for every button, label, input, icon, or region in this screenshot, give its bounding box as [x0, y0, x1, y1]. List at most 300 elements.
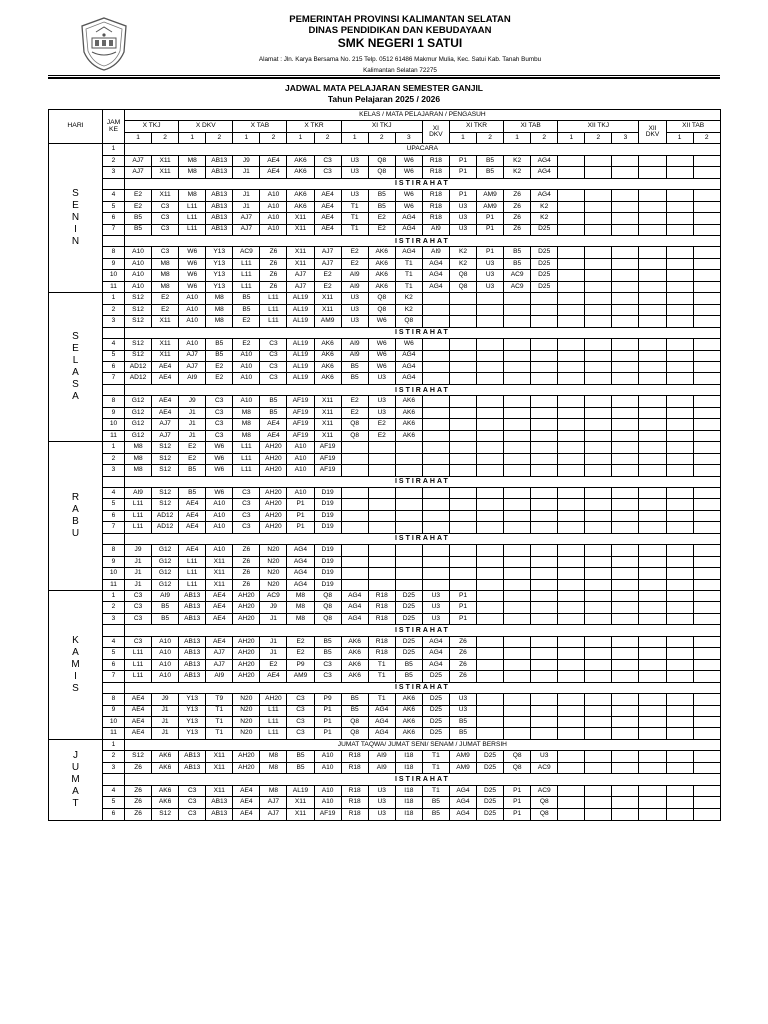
subject-cell: K2: [531, 201, 558, 212]
day-name: J U M A T: [49, 739, 103, 820]
subject-cell: AB13: [206, 155, 233, 166]
class-number: 2: [260, 132, 287, 143]
period-number: 4: [103, 339, 125, 350]
subject-cell: AH20: [260, 442, 287, 453]
empty-cell: [477, 453, 504, 464]
empty-cell: [558, 350, 585, 361]
empty-cell: [693, 762, 720, 773]
break-row: [49, 384, 721, 395]
subject-cell: B5: [287, 751, 314, 762]
subject-cell: R18: [422, 190, 449, 201]
break-label: ISTIRAHAT: [125, 384, 721, 395]
period-row: [49, 453, 721, 464]
empty-cell: [504, 339, 531, 350]
subject-cell: AG4: [395, 213, 422, 224]
subject-cell: AJ7: [260, 797, 287, 808]
period-row: [49, 293, 721, 304]
period-row: [49, 155, 721, 166]
subject-cell: M8: [233, 419, 260, 430]
subject-cell: C3: [125, 591, 152, 602]
period-number: 9: [103, 258, 125, 269]
empty-cell: [477, 361, 504, 372]
subject-cell: M8: [179, 190, 206, 201]
day-name: R A B U: [49, 442, 103, 591]
empty-cell: [639, 316, 666, 327]
subject-cell: M8: [125, 453, 152, 464]
subject-cell: AK6: [314, 373, 341, 384]
subject-cell: U3: [477, 270, 504, 281]
empty-cell: [504, 568, 531, 579]
empty-cell: [693, 453, 720, 464]
class-number: 2: [585, 132, 612, 143]
empty-cell: [504, 591, 531, 602]
empty-cell: [639, 270, 666, 281]
class-group-header: XI TAB: [504, 121, 558, 132]
subject-cell: D19: [314, 499, 341, 510]
subject-cell: AE4: [314, 224, 341, 235]
subject-cell: AK6: [395, 419, 422, 430]
subject-cell: S12: [152, 487, 179, 498]
period-row: [49, 304, 721, 315]
empty-cell: [504, 648, 531, 659]
empty-cell: [422, 339, 449, 350]
empty-cell: [477, 316, 504, 327]
subject-cell: C3: [179, 785, 206, 796]
subject-cell: AK6: [341, 648, 368, 659]
empty-cell: [585, 613, 612, 624]
empty-cell: [531, 396, 558, 407]
subject-cell: X11: [152, 167, 179, 178]
class-number: 2: [368, 132, 395, 143]
subject-cell: Y13: [206, 247, 233, 258]
subject-cell: AF19: [314, 453, 341, 464]
subject-cell: B5: [341, 705, 368, 716]
empty-cell: [693, 224, 720, 235]
break-label: ISTIRAHAT: [125, 682, 721, 693]
subject-cell: AI9: [368, 762, 395, 773]
break-label: ISTIRAHAT: [125, 235, 721, 246]
period-row: [49, 808, 721, 820]
subject-cell: Z6: [125, 808, 152, 820]
subject-cell: P1: [477, 213, 504, 224]
subject-cell: N20: [233, 694, 260, 705]
empty-cell: [449, 361, 476, 372]
empty-cell: [585, 339, 612, 350]
subject-cell: X11: [287, 247, 314, 258]
subject-cell: E2: [368, 213, 395, 224]
subject-cell: A10: [125, 258, 152, 269]
subject-cell: AK6: [314, 339, 341, 350]
period-number: 1: [103, 293, 125, 304]
subject-cell: AE4: [233, 785, 260, 796]
empty-cell: [639, 510, 666, 521]
subject-cell: M8: [260, 785, 287, 796]
subject-cell: AB13: [179, 659, 206, 670]
class-number: 1: [341, 132, 368, 143]
subject-cell: AJ7: [206, 659, 233, 670]
period-number: 4: [103, 487, 125, 498]
subject-cell: U3: [368, 797, 395, 808]
subject-cell: AD12: [125, 373, 152, 384]
empty-cell: [666, 350, 693, 361]
subject-cell: AK6: [395, 396, 422, 407]
empty-cell: [341, 579, 368, 590]
period-number: 1: [103, 739, 125, 750]
subject-cell: B5: [504, 247, 531, 258]
event-label: UPACARA: [125, 144, 721, 155]
subject-cell: P1: [287, 499, 314, 510]
subject-cell: J1: [179, 430, 206, 441]
empty-cell: [341, 453, 368, 464]
empty-cell: [504, 304, 531, 315]
empty-cell: [639, 568, 666, 579]
subject-cell: AL19: [287, 293, 314, 304]
empty-cell: [612, 350, 639, 361]
period-row: [49, 636, 721, 647]
subject-cell: AB13: [206, 190, 233, 201]
empty-cell: [693, 648, 720, 659]
period-row: [49, 613, 721, 624]
empty-cell: [368, 579, 395, 590]
subject-cell: U3: [422, 602, 449, 613]
empty-cell: [693, 316, 720, 327]
period-row: [49, 717, 721, 728]
subject-cell: N20: [260, 579, 287, 590]
empty-cell: [477, 350, 504, 361]
subject-cell: B5: [260, 407, 287, 418]
period-row: [49, 728, 721, 739]
empty-cell: [639, 201, 666, 212]
subject-cell: AJ7: [314, 247, 341, 258]
subject-cell: A10: [179, 304, 206, 315]
period-row: [49, 247, 721, 258]
break-spacer: [103, 774, 125, 785]
empty-cell: [693, 636, 720, 647]
empty-cell: [558, 453, 585, 464]
empty-cell: [368, 556, 395, 567]
empty-cell: [666, 316, 693, 327]
subject-cell: P1: [449, 167, 476, 178]
empty-cell: [585, 808, 612, 820]
regional-emblem-icon: [78, 16, 130, 72]
subject-cell: J1: [152, 717, 179, 728]
empty-cell: [558, 694, 585, 705]
subject-cell: T1: [395, 270, 422, 281]
empty-cell: [504, 728, 531, 739]
empty-cell: [558, 545, 585, 556]
empty-cell: [477, 602, 504, 613]
empty-cell: [449, 304, 476, 315]
subject-cell: U3: [477, 281, 504, 292]
subject-cell: B5: [341, 361, 368, 372]
period-row: [49, 213, 721, 224]
subject-cell: R18: [341, 785, 368, 796]
subject-cell: A10: [260, 224, 287, 235]
subject-cell: Z6: [233, 579, 260, 590]
period-number: 2: [103, 304, 125, 315]
empty-cell: [558, 659, 585, 670]
subject-cell: AG4: [422, 281, 449, 292]
empty-cell: [612, 270, 639, 281]
empty-cell: [585, 281, 612, 292]
subject-cell: AH20: [260, 522, 287, 533]
period-number: 9: [103, 556, 125, 567]
period-row: [49, 270, 721, 281]
subject-cell: I18: [395, 797, 422, 808]
empty-cell: [666, 407, 693, 418]
empty-cell: [639, 717, 666, 728]
subject-cell: K2: [395, 304, 422, 315]
subject-cell: AL19: [287, 339, 314, 350]
empty-cell: [558, 316, 585, 327]
subject-cell: E2: [179, 442, 206, 453]
empty-cell: [639, 648, 666, 659]
empty-cell: [585, 671, 612, 682]
empty-cell: [558, 293, 585, 304]
empty-cell: [449, 316, 476, 327]
subject-cell: K2: [449, 258, 476, 269]
empty-cell: [612, 613, 639, 624]
subject-cell: T1: [206, 728, 233, 739]
subject-cell: AE4: [152, 373, 179, 384]
period-row: [49, 522, 721, 533]
empty-cell: [693, 293, 720, 304]
subject-cell: AB13: [179, 751, 206, 762]
period-number: 3: [103, 316, 125, 327]
empty-cell: [422, 407, 449, 418]
subject-cell: AK6: [287, 190, 314, 201]
subject-cell: E2: [368, 430, 395, 441]
break-spacer: [103, 625, 125, 636]
empty-cell: [693, 167, 720, 178]
subject-cell: U3: [368, 785, 395, 796]
empty-cell: [368, 499, 395, 510]
subject-cell: W6: [179, 247, 206, 258]
subject-cell: B5: [314, 648, 341, 659]
class-group-header: XI DKV: [422, 121, 449, 144]
empty-cell: [504, 579, 531, 590]
subject-cell: E2: [233, 316, 260, 327]
subject-cell: L11: [179, 579, 206, 590]
subject-cell: AH20: [233, 762, 260, 773]
subject-cell: AF19: [287, 419, 314, 430]
period-number: 10: [103, 568, 125, 579]
period-number: 8: [103, 545, 125, 556]
schedule-table: [48, 109, 721, 821]
subject-cell: A10: [152, 671, 179, 682]
subject-cell: R18: [368, 602, 395, 613]
subject-cell: C3: [233, 510, 260, 521]
subject-cell: U3: [422, 613, 449, 624]
subject-cell: E2: [368, 419, 395, 430]
subject-cell: U3: [449, 224, 476, 235]
subject-cell: AI9: [179, 373, 206, 384]
empty-cell: [639, 419, 666, 430]
empty-cell: [612, 545, 639, 556]
empty-cell: [558, 155, 585, 166]
subject-cell: AE4: [179, 545, 206, 556]
empty-cell: [612, 167, 639, 178]
empty-cell: [558, 270, 585, 281]
empty-cell: [612, 430, 639, 441]
break-spacer: [103, 384, 125, 395]
empty-cell: [395, 453, 422, 464]
empty-cell: [693, 350, 720, 361]
empty-cell: [449, 293, 476, 304]
empty-cell: [666, 659, 693, 670]
subject-cell: Z6: [233, 556, 260, 567]
subject-cell: AJ7: [152, 430, 179, 441]
empty-cell: [639, 465, 666, 476]
subject-cell: C3: [260, 361, 287, 372]
subject-cell: AG4: [287, 579, 314, 590]
province-name: PEMERINTAH PROVINSI KALIMANTAN SELATAN: [289, 14, 511, 25]
subject-cell: AC9: [504, 270, 531, 281]
empty-cell: [666, 499, 693, 510]
empty-cell: [666, 797, 693, 808]
empty-cell: [422, 556, 449, 567]
empty-cell: [612, 636, 639, 647]
empty-cell: [449, 339, 476, 350]
subject-cell: AG4: [341, 591, 368, 602]
period-number: 8: [103, 694, 125, 705]
subject-cell: Q8: [531, 808, 558, 820]
empty-cell: [422, 453, 449, 464]
subject-cell: M8: [179, 155, 206, 166]
class-number: 2: [314, 132, 341, 143]
empty-cell: [693, 339, 720, 350]
empty-cell: [449, 407, 476, 418]
subject-cell: P1: [504, 785, 531, 796]
empty-cell: [558, 648, 585, 659]
subject-cell: AK6: [395, 728, 422, 739]
subject-cell: D19: [314, 545, 341, 556]
empty-cell: [693, 487, 720, 498]
subject-cell: J9: [179, 396, 206, 407]
empty-cell: [341, 522, 368, 533]
subject-cell: K2: [531, 213, 558, 224]
empty-cell: [531, 636, 558, 647]
class-group-header: XII TAB: [666, 121, 720, 132]
empty-cell: [639, 258, 666, 269]
period-number: 5: [103, 201, 125, 212]
empty-cell: [639, 636, 666, 647]
empty-cell: [558, 797, 585, 808]
subject-cell: AJ7: [179, 361, 206, 372]
empty-cell: [585, 762, 612, 773]
empty-cell: [531, 430, 558, 441]
empty-cell: [666, 213, 693, 224]
subject-cell: I18: [395, 808, 422, 820]
subject-cell: AG4: [287, 545, 314, 556]
empty-cell: [477, 705, 504, 716]
subject-cell: S12: [125, 751, 152, 762]
subject-cell: B5: [395, 659, 422, 670]
empty-cell: [449, 442, 476, 453]
subject-cell: L11: [125, 522, 152, 533]
subject-cell: AE4: [125, 694, 152, 705]
empty-cell: [666, 465, 693, 476]
subject-cell: A10: [179, 339, 206, 350]
empty-cell: [693, 190, 720, 201]
subject-cell: AE4: [206, 602, 233, 613]
subject-cell: G12: [152, 579, 179, 590]
subject-cell: E2: [341, 407, 368, 418]
empty-cell: [531, 373, 558, 384]
subject-cell: J1: [179, 419, 206, 430]
subject-cell: C3: [260, 339, 287, 350]
empty-cell: [504, 510, 531, 521]
empty-cell: [639, 487, 666, 498]
subject-cell: A10: [287, 453, 314, 464]
subject-cell: X11: [152, 339, 179, 350]
empty-cell: [612, 602, 639, 613]
empty-cell: [504, 636, 531, 647]
subject-cell: AF19: [287, 407, 314, 418]
empty-cell: [585, 694, 612, 705]
empty-cell: [612, 396, 639, 407]
subject-cell: AG4: [422, 648, 449, 659]
empty-cell: [585, 190, 612, 201]
subject-cell: L11: [125, 659, 152, 670]
subject-cell: X11: [206, 785, 233, 796]
empty-cell: [558, 201, 585, 212]
empty-cell: [477, 373, 504, 384]
subject-cell: J1: [125, 579, 152, 590]
subject-cell: Q8: [504, 751, 531, 762]
empty-cell: [395, 579, 422, 590]
empty-cell: [558, 717, 585, 728]
empty-cell: [639, 190, 666, 201]
subject-cell: A10: [179, 316, 206, 327]
subject-cell: AI9: [152, 591, 179, 602]
empty-cell: [558, 499, 585, 510]
empty-cell: [531, 648, 558, 659]
empty-cell: [477, 613, 504, 624]
subject-cell: AM9: [477, 190, 504, 201]
empty-cell: [558, 591, 585, 602]
subject-cell: AK6: [314, 361, 341, 372]
empty-cell: [422, 361, 449, 372]
subject-cell: P1: [314, 728, 341, 739]
period-row: [49, 591, 721, 602]
subject-cell: X11: [314, 293, 341, 304]
subject-cell: S12: [152, 465, 179, 476]
subject-cell: AK6: [287, 167, 314, 178]
period-number: 2: [103, 155, 125, 166]
subject-cell: AJ7: [206, 648, 233, 659]
empty-cell: [585, 442, 612, 453]
empty-cell: [693, 545, 720, 556]
subject-cell: J1: [179, 407, 206, 418]
period-row: [49, 762, 721, 773]
subject-cell: X11: [152, 190, 179, 201]
subject-cell: E2: [341, 247, 368, 258]
subject-cell: X11: [152, 316, 179, 327]
subject-cell: Y13: [179, 694, 206, 705]
subject-cell: AG4: [531, 190, 558, 201]
subject-cell: A10: [152, 648, 179, 659]
subject-cell: C3: [314, 671, 341, 682]
day-name: K A M I S: [49, 591, 103, 740]
subject-cell: AG4: [368, 728, 395, 739]
subject-cell: B5: [504, 258, 531, 269]
subject-cell: M8: [233, 407, 260, 418]
subject-cell: AK6: [152, 797, 179, 808]
subject-cell: C3: [179, 797, 206, 808]
empty-cell: [585, 728, 612, 739]
subject-cell: C3: [260, 350, 287, 361]
